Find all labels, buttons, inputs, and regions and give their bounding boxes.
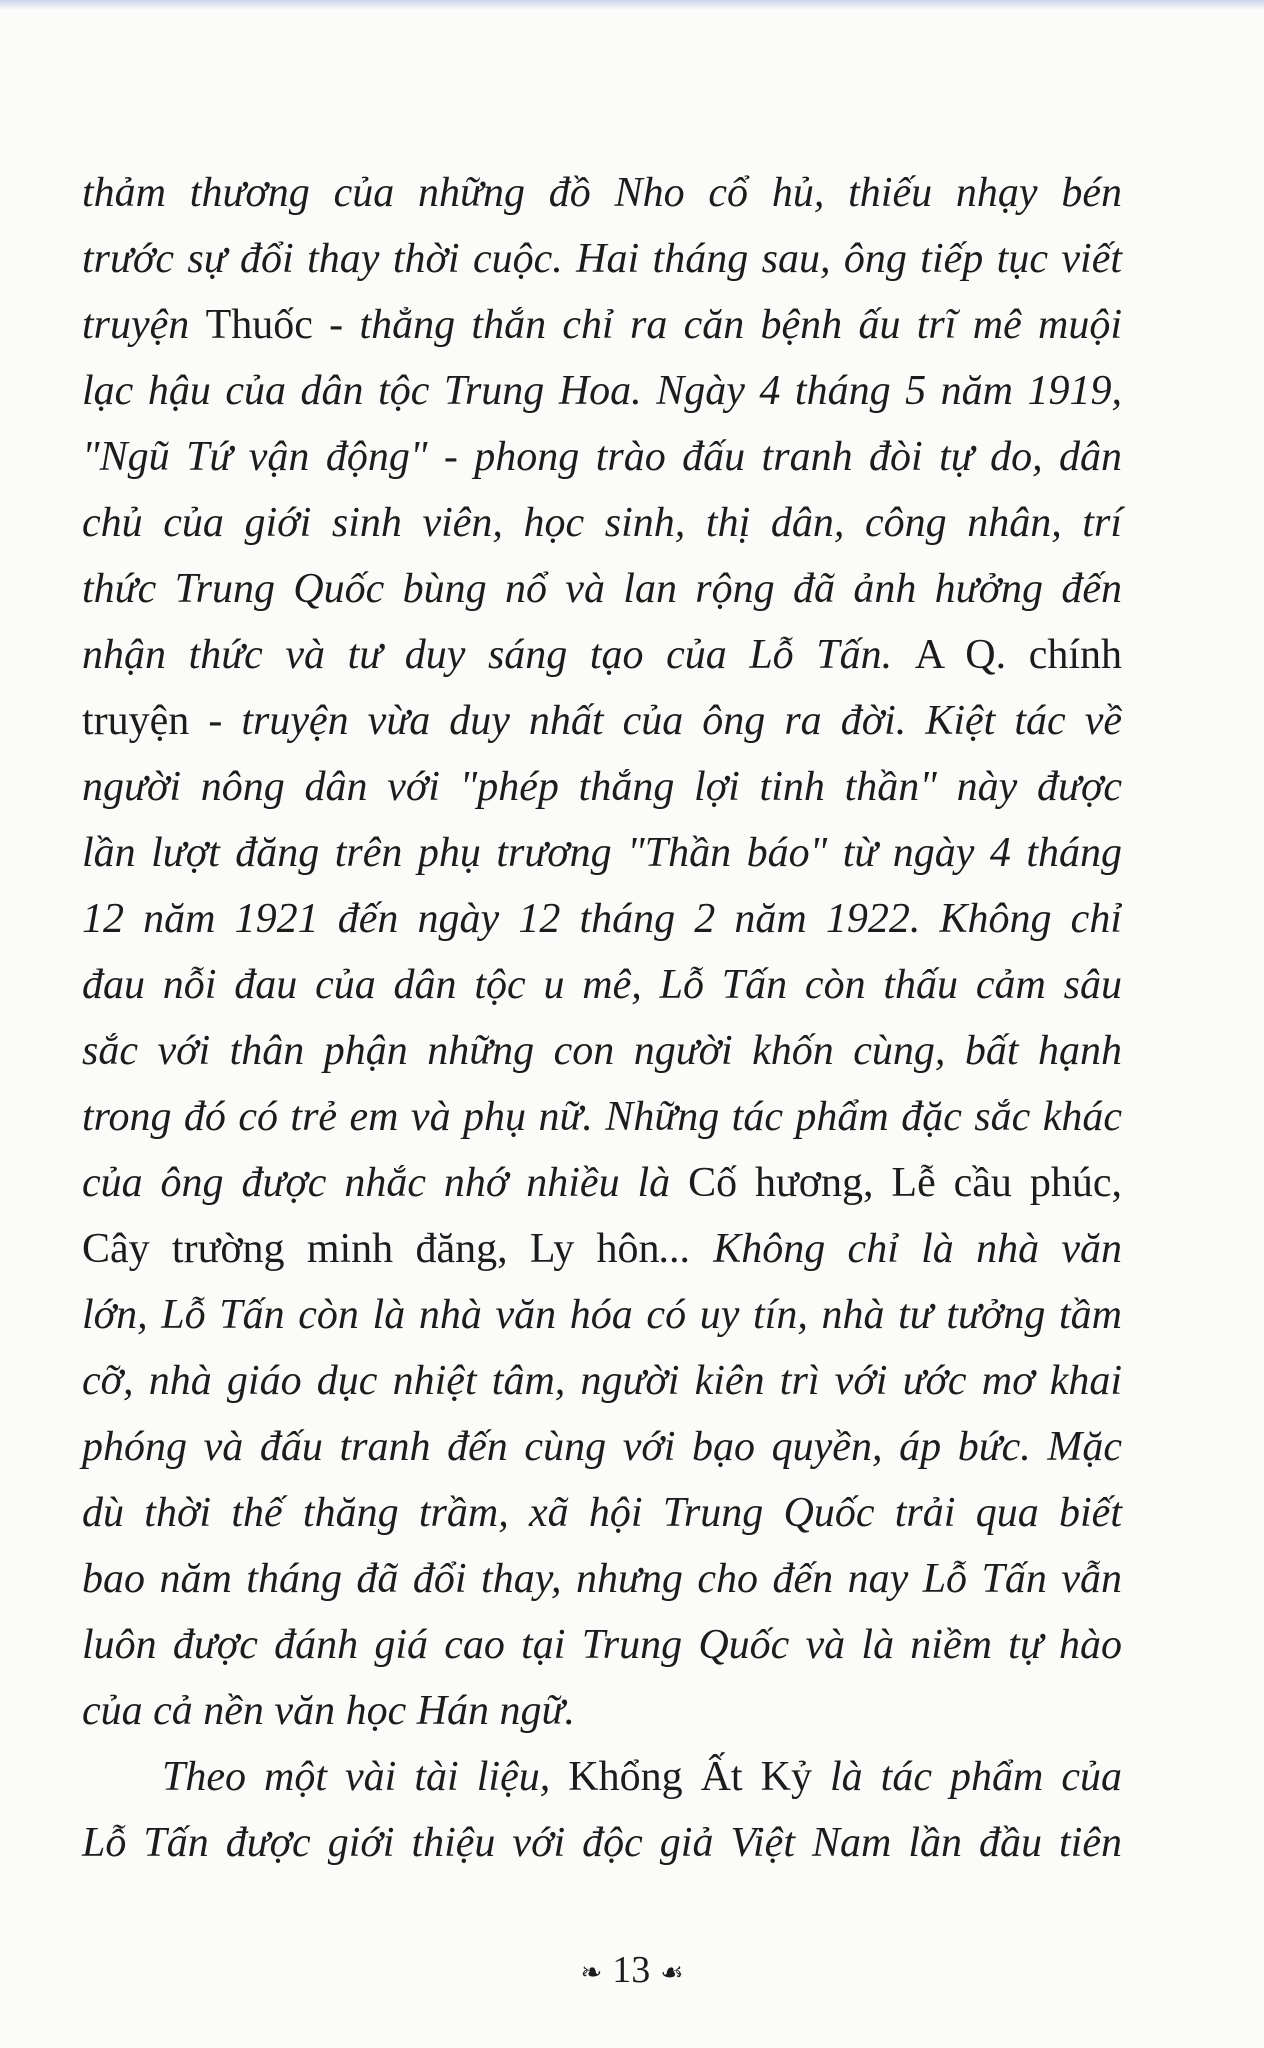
body-text — [82, 160, 1122, 1876]
text-line: dù thời thế thăng trầm, xã hội Trung Quốc trải qua biết — [82, 1490, 1122, 1536]
text-line: Cây trường minh đăng, Ly hôn... Không chỉ là nhà văn — [82, 1226, 1122, 1272]
text-line: trong đó có trẻ em và phụ nữ. Những tác phẩm đặc sắc khác — [82, 1094, 1122, 1140]
ornament-left-icon: ❧ — [580, 1958, 603, 1988]
text-line: "Ngũ Tứ vận động" - phong trào đấu tranh đòi tự do, dân — [82, 434, 1122, 480]
text-line: lạc hậu của dân tộc Trung Hoa. Ngày 4 tháng 5 năm 1919, — [82, 368, 1122, 414]
text-line: người nông dân với "phép thắng lợi tinh thần" này được — [82, 764, 1122, 810]
text-line: phóng và đấu tranh đến cùng với bạo quyền, áp bức. Mặc — [82, 1424, 1122, 1470]
text-line: đau nỗi đau của dân tộc u mê, Lỗ Tấn còn thấu cảm sâu — [82, 962, 1122, 1008]
text-line: trước sự đổi thay thời cuộc. Hai tháng sau, ông tiếp tục viết — [82, 236, 1122, 282]
top-edge — [0, 0, 1264, 10]
text-line: của ông được nhắc nhớ nhiều là Cố hương, Lễ cầu phúc, — [82, 1160, 1122, 1206]
text-line: thức Trung Quốc bùng nổ và lan rộng đã ảnh hưởng đến — [82, 566, 1122, 612]
text-line: thảm thương của những đồ Nho cổ hủ, thiếu nhạy bén — [82, 170, 1122, 216]
text-line: luôn được đánh giá cao tại Trung Quốc và là niềm tự hào — [82, 1622, 1122, 1668]
text-line: 12 năm 1921 đến ngày 12 tháng 2 năm 1922. Không chỉ — [82, 896, 1122, 942]
page-footer — [0, 1948, 1264, 1992]
text-line: bao năm tháng đã đổi thay, nhưng cho đến nay Lỗ Tấn vẫn — [82, 1556, 1122, 1602]
text-line: Lỗ Tấn được giới thiệu với độc giả Việt Nam lần đầu tiên — [82, 1820, 1122, 1866]
text-line: lần lượt đăng trên phụ trương "Thần báo" từ ngày 4 tháng — [82, 830, 1122, 876]
text-line: nhận thức và tư duy sáng tạo của Lỗ Tấn. A Q. chính — [82, 632, 1123, 678]
page-number: 13 — [612, 1949, 651, 1991]
text-line: truyện - truyện vừa duy nhất của ông ra đời. Kiệt tác về — [82, 698, 1122, 744]
text-line: của cả nền văn học Hán ngữ. — [82, 1688, 575, 1734]
text-line: lớn, Lỗ Tấn còn là nhà văn hóa có uy tín, nhà tư tưởng tầm — [82, 1292, 1122, 1338]
text-line: truyện Thuốc - thẳng thắn chỉ ra căn bệnh ấu trĩ mê muội — [82, 302, 1123, 348]
text-line: Theo một vài tài liệu, Khổng Ất Kỷ là tác phẩm của — [162, 1754, 1123, 1800]
text-line: chủ của giới sinh viên, học sinh, thị dân, công nhân, trí — [82, 500, 1122, 546]
text-line: sắc với thân phận những con người khốn cùng, bất hạnh — [82, 1028, 1122, 1074]
text-line: cỡ, nhà giáo dục nhiệt tâm, người kiên trì với ước mơ khai — [82, 1358, 1122, 1404]
ornament-right-icon: ☙ — [660, 1958, 684, 1988]
